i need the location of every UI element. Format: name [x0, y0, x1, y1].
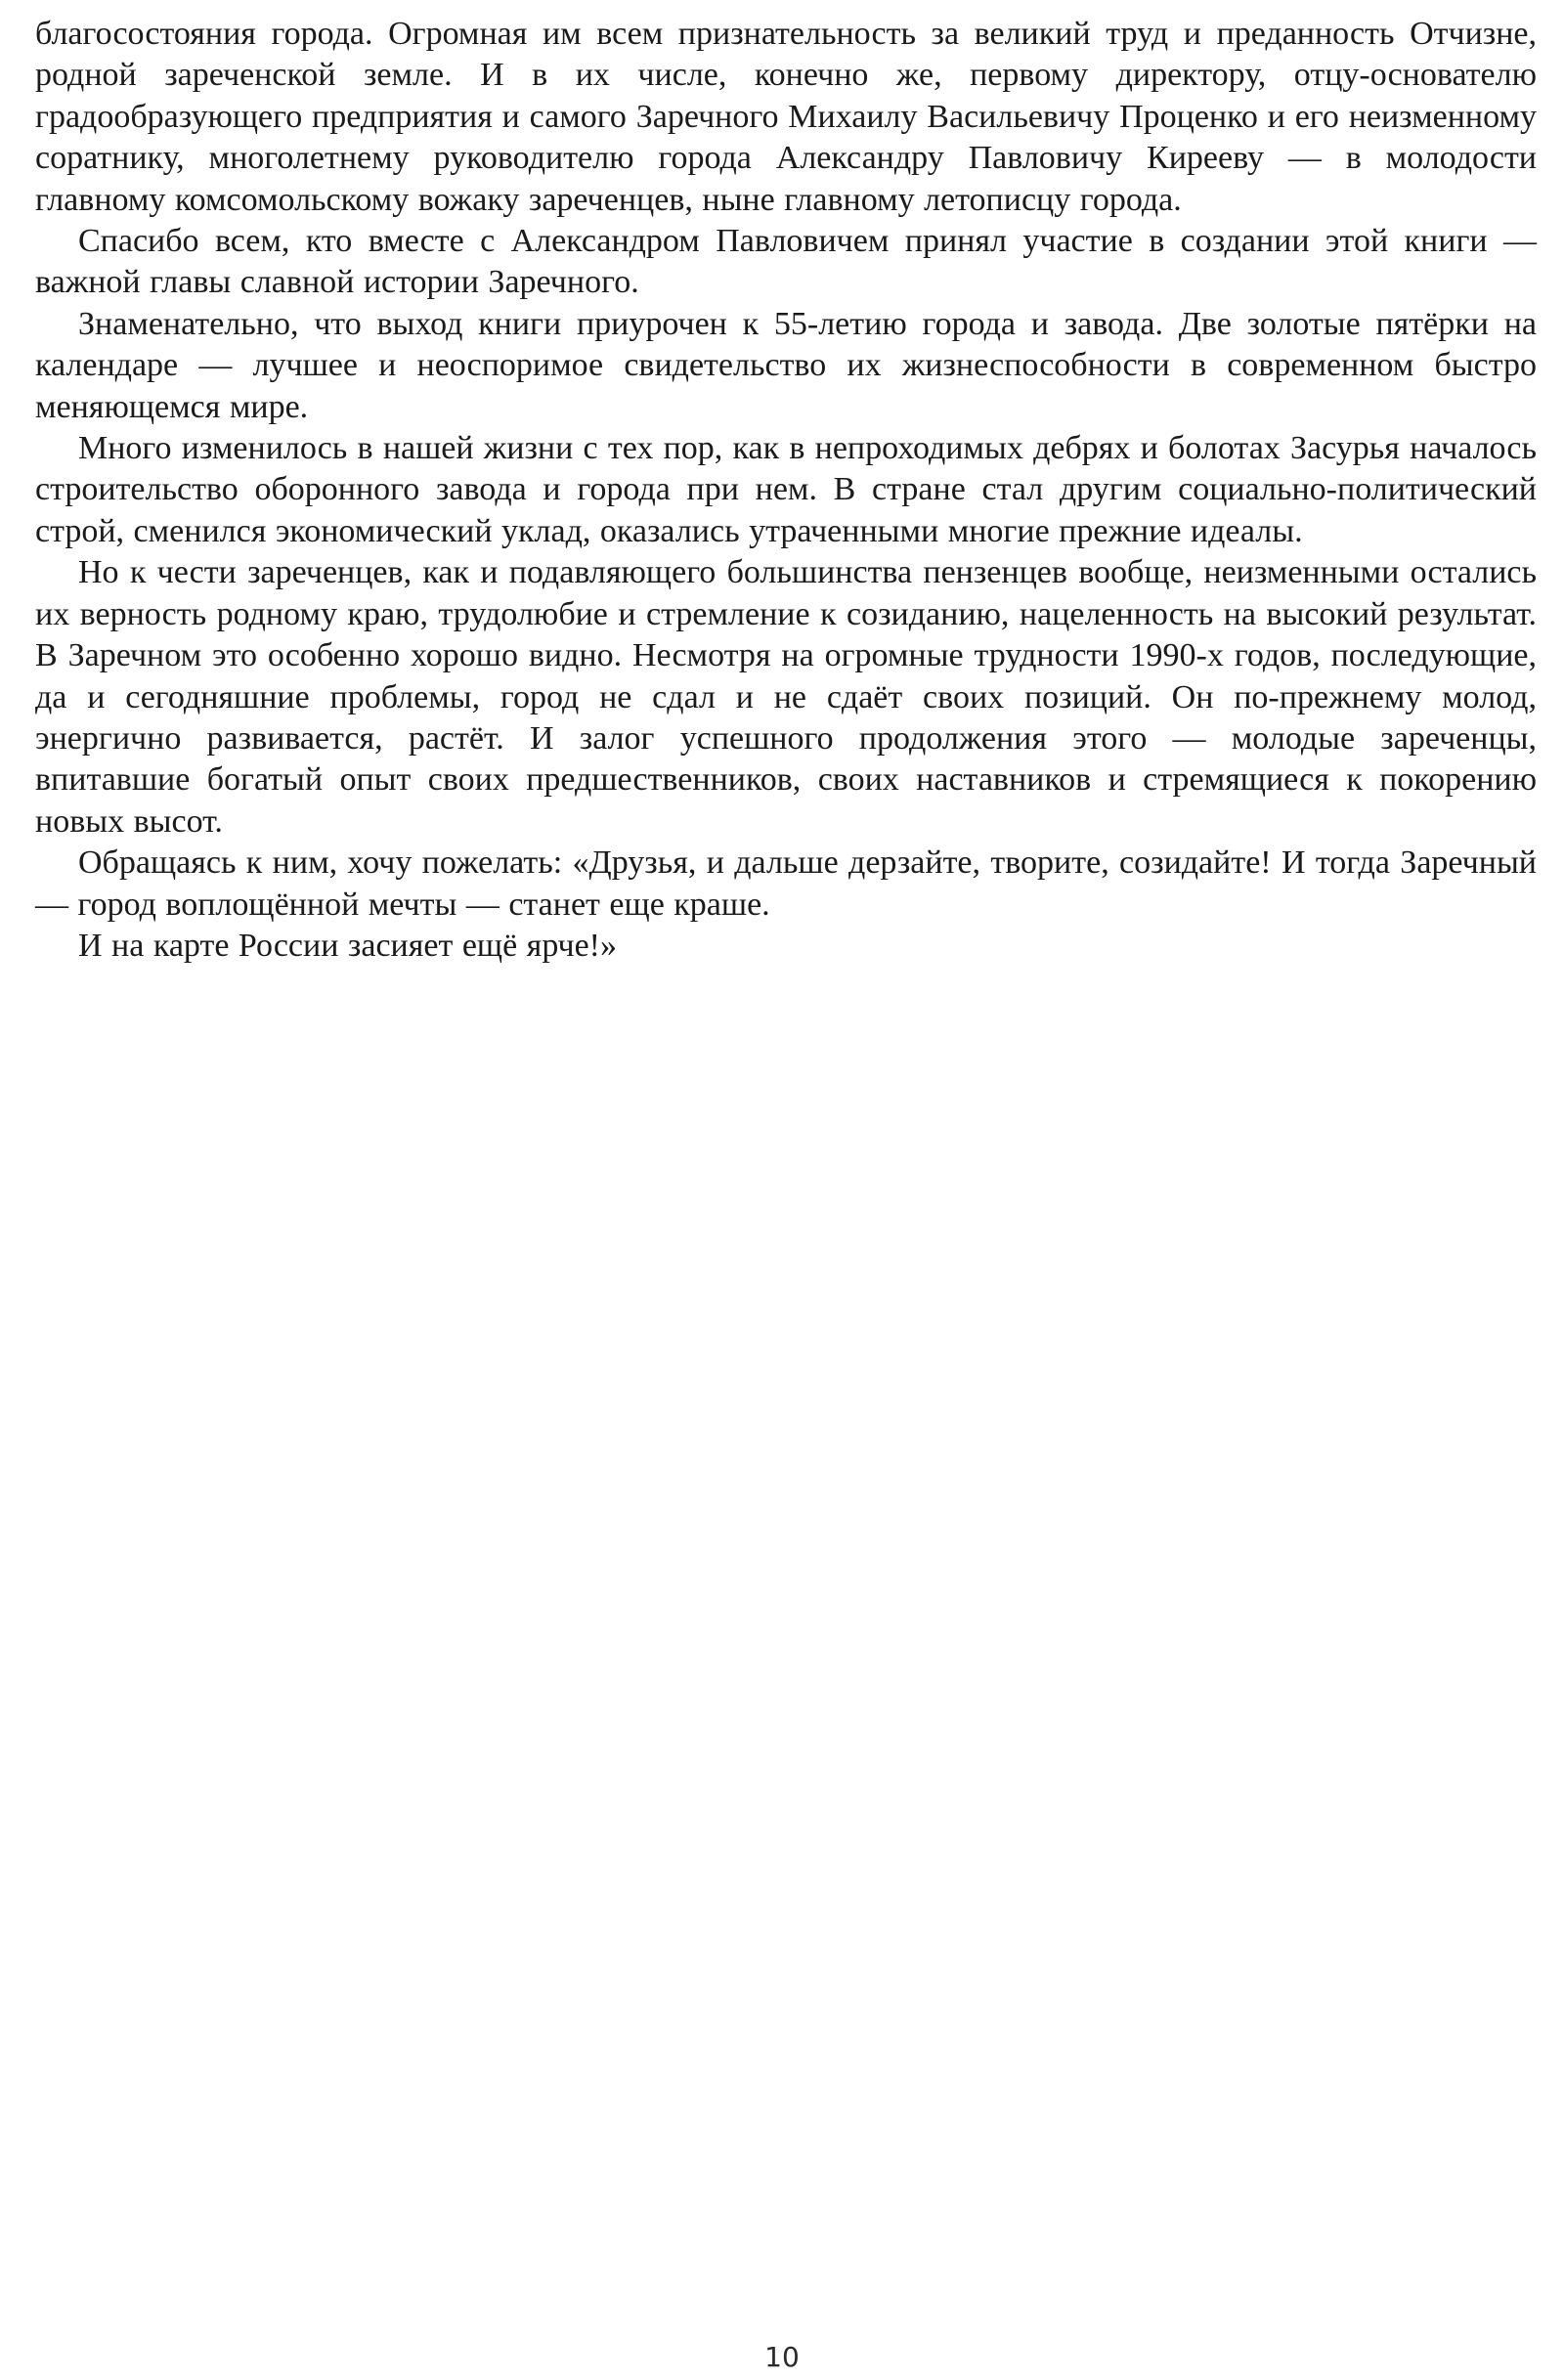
paragraph-loyalty: Но к чести зареченцев, как и подавляющего большинства пензенцев вообще, неизменными остались их верность родному краю, трудолюбие и стремление к созиданию, нацеленность на высокий результат. В Заречном это особенно хорошо видно. Несмотря на огромные трудности 1990-х годов, последующие, да и сегодняшние проблемы, город не сдал и не сдаёт своих позиций. Он по-прежнему молод, энергично развивается, растёт. И залог успешного продолжения этого — молодые зареченцы, впитавшие богатый опыт своих предшественников, своих наставников и стремящиеся к покорению новых высот. — [35, 554, 1537, 840]
paragraph-thanks: Спасибо всем, кто вместе с Александром Павловичем принял участие в создании этой книги — важной главы славной истории Заречного. — [35, 223, 1537, 301]
paragraph-continuation: благосостояния города. Огромная им всем признательность за великий труд и преданность Отчизне, родной зареченской земле. И в их числе, конечно же, первому директору, отцу-основателю градообразующего предприятия и самого Заречного Михаилу Васильевичу Проценко и его неизменному соратнику, многолетнему руководителю города Александру Павловичу Кирееву — в молодости главному комсомольскому вожаку зареченцев, ныне главному летописцу города. — [35, 16, 1537, 218]
paragraph-changes: Много изменилось в нашей жизни с тех пор, как в непроходимых дебрях и болотах Засурья началось строительство оборонного завода и города при нем. В стране стал другим социально-политический строй, сменился экономический уклад, оказались утраченными многие прежние идеалы. — [35, 430, 1537, 549]
page-text-body — [35, 14, 1537, 967]
page-number: 10 — [764, 2341, 800, 2373]
paragraph-anniversary: Знаменательно, что выход книги приурочен к 55-летию города и завода. Две золотые пятёрки на календаре — лучшее и неоспоримое свидетельство их жизнеспособности в современном быстро меняющемся мире. — [35, 305, 1537, 425]
paragraph-closing: И на карте России засияет ещё ярче!» — [78, 927, 617, 964]
paragraph-wish: Обращаясь к ним, хочу пожелать: «Друзья, и дальше дерзайте, творите, созидайте! И тогда Заречный — город воплощённой мечты — станет еще краше. — [35, 844, 1537, 923]
